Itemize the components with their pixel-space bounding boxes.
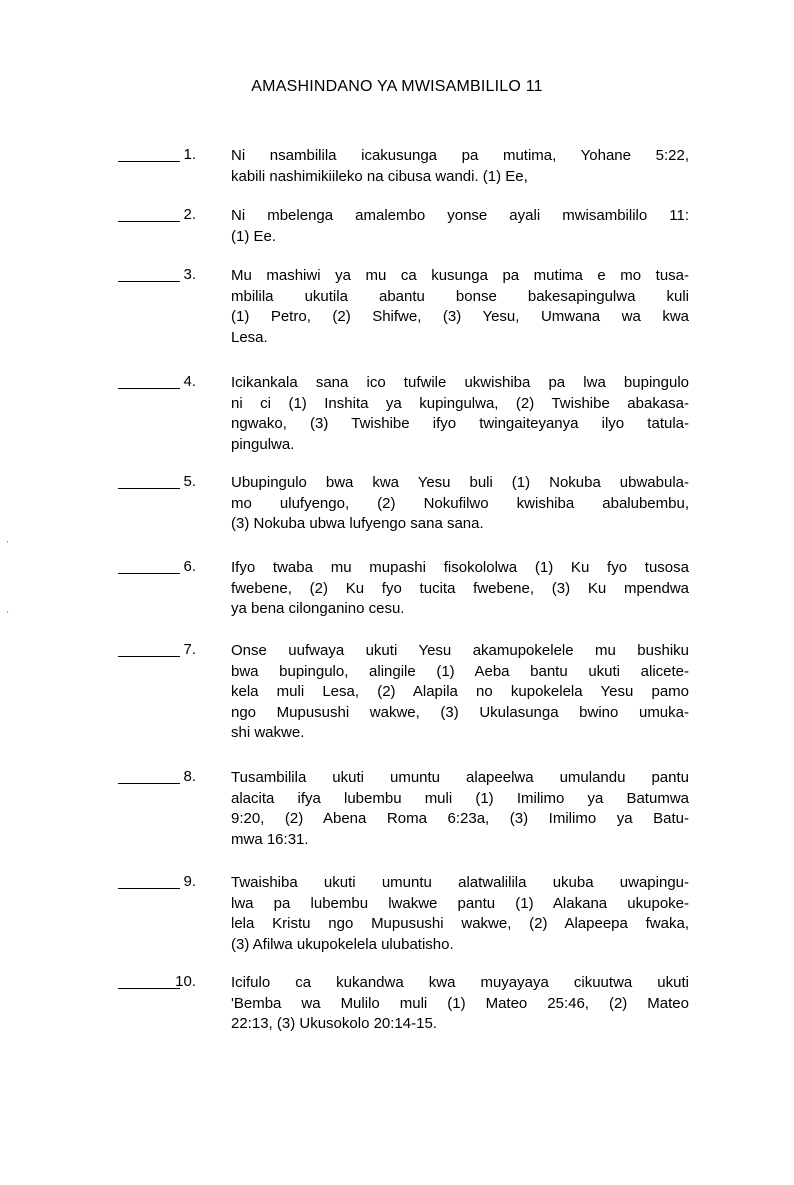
question-text-line: (1) Ee. (231, 227, 277, 245)
question-text-line: Onse uufwaya ukuti Yesu akamupokelele mu bushiku (231, 642, 689, 659)
question-text-line: Icikankala sana ico tufwile ukwishiba pa lwa bupingulo (231, 374, 689, 391)
scan-speck: ˋ (6, 540, 9, 550)
question-number: 3. (183, 266, 196, 283)
question-text-line: lwa pa lubembu lwakwe pantu (1) Alakana ukupoke- (231, 894, 689, 912)
question-text-line: mwa 16:31. (231, 830, 309, 848)
question-text (231, 973, 689, 1035)
question-text-line: 'Bemba wa Mulilo muli (1) Mateo 25:46, (2) Mateo (231, 994, 689, 1012)
question-number: 9. (183, 873, 196, 890)
question-text (231, 473, 689, 535)
question-number: 1. (183, 146, 196, 163)
question-number: 2. (183, 206, 196, 223)
question-text-line: Ni nsambilila icakusunga pa mutima, Yohane 5:22, (231, 147, 689, 164)
question-text-line: mbilila ukutila abantu bonse bakesapingulwa kuli (231, 287, 689, 305)
question-number: 8. (183, 768, 196, 785)
question-text-line: shi wakwe. (231, 724, 305, 741)
question-text (231, 206, 689, 247)
question-text-line: Ubupingulo bwa kwa Yesu buli (1) Nokuba ubwabula- (231, 474, 689, 491)
question-text-line: (3) Afilwa ukupokelela ulubatisho. (231, 935, 454, 953)
question-text-line: (1) Petro, (2) Shifwe, (3) Yesu, Umwana wa kwa (231, 308, 689, 325)
question-text-line: fwebene, (2) Ku fyo tucita fwebene, (3) Ku mpendwa (231, 579, 689, 597)
question-text-line: (3) Nokuba ubwa lufyengo sana sana. (231, 515, 484, 532)
question-text-line: kela muli Lesa, (2) Alapila no kupokelela Yesu pamo (231, 683, 689, 700)
question-text-line: 22:13, (3) Ukusokolo 20:14-15. (231, 1015, 437, 1032)
page-title: AMASHINDANO YA MWISAMBILILO 11 (251, 78, 543, 95)
question-text-line: ngo Mupusushi wakwe, (3) Ukulasunga bwino umuka- (231, 703, 689, 721)
question-text-line: mo ulufyengo, (2) Nokufilwo kwishiba abalubembu, (231, 494, 689, 512)
question-number: 7. (183, 641, 196, 658)
question-number: 5. (183, 473, 196, 490)
question-text-line: ya bena cilonganino cesu. (231, 600, 405, 617)
question-number: 4. (183, 373, 196, 390)
question-text (231, 558, 689, 620)
question-text-line: Ifyo twaba mu mupashi fisokololwa (1) Ku fyo tusosa (231, 559, 689, 576)
question-text-line: Ni mbelenga amalembo yonse ayali mwisambililo 11: (231, 207, 689, 224)
question-text (231, 373, 689, 455)
question-text-line: bwa bupingulo, alingile (1) Aeba bantu ukuti alicete- (231, 662, 689, 680)
question-text-line: lela Kristu ngo Mupusushi wakwe, (2) Alapeepa fwaka, (231, 915, 689, 932)
question-number: 6. (183, 558, 196, 575)
question-text-line: pingulwa. (231, 435, 295, 453)
question-text-line: Twaishiba ukuti umuntu alatwalilila ukuba uwapingu- (231, 874, 689, 891)
question-text (231, 641, 689, 744)
question-text-line: Lesa. (231, 328, 268, 346)
scan-speck: ˊ (6, 610, 9, 620)
question-text (231, 768, 689, 850)
question-text-line: ni ci (1) Inshita ya kupingulwa, (2) Twishibe abakasa- (231, 394, 689, 412)
question-text-line: Mu mashiwi ya mu ca kusunga pa mutima e mo tusa- (231, 267, 689, 284)
question-text-line: Tusambilila ukuti umuntu alapeelwa umulandu pantu (231, 769, 689, 786)
question-text-line: 9:20, (2) Abena Roma 6:23a, (3) Imilimo ya Batu- (231, 810, 689, 827)
question-text-line: kabili nashimikiileko na cibusa wandi. (1) Ee, (231, 167, 528, 185)
question-text-line: ngwako, (3) Twishibe ifyo twingaiteyanya ilyo tatula- (231, 415, 689, 432)
question-text (231, 873, 689, 955)
question-text-line: Icifulo ca kukandwa kwa muyayaya cikuutwa ukuti (231, 974, 689, 991)
question-text (231, 266, 689, 348)
question-number: 10. (175, 973, 196, 990)
question-text (231, 146, 689, 187)
question-text-line: alacita ifya lubembu muli (1) Imilimo ya Batumwa (231, 789, 689, 807)
